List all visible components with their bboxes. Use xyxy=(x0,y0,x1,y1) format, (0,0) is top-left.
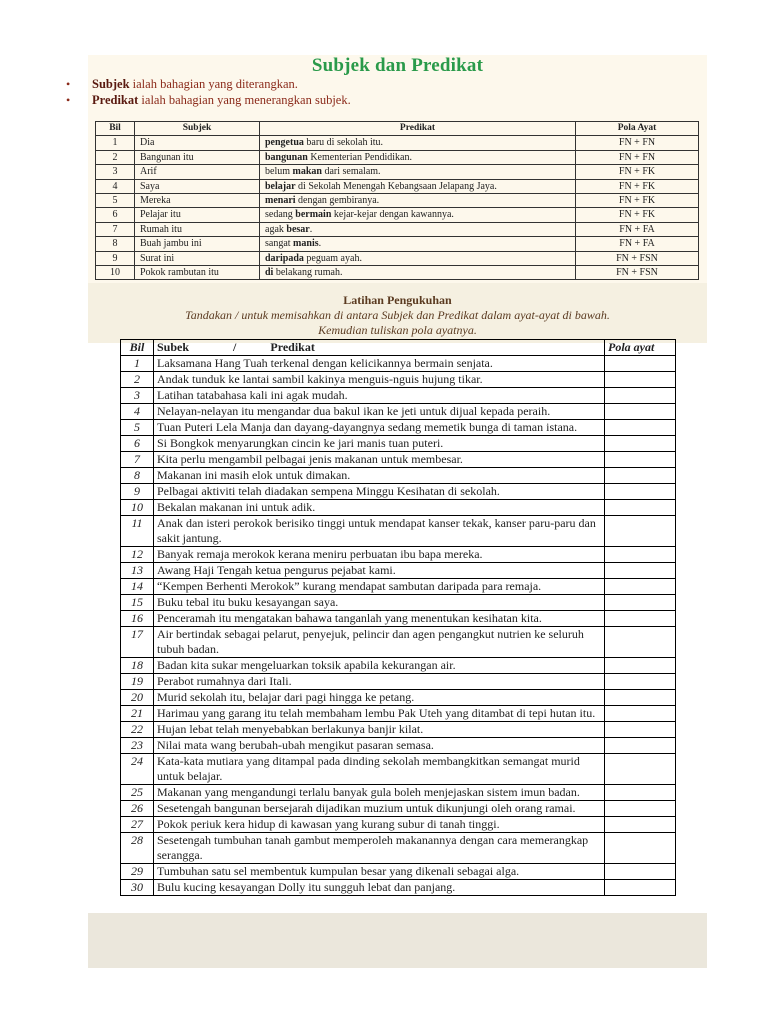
exercise-number: 4 xyxy=(121,404,154,420)
exercise-row xyxy=(121,579,676,595)
row-subjek: Dia xyxy=(135,136,260,150)
predikat-rest: . xyxy=(309,223,313,235)
exercise-sentence: Nilai mata wang berubah-ubah mengikut pasaran semasa. xyxy=(154,738,605,754)
row-predikat xyxy=(260,251,576,265)
footer-panel xyxy=(88,913,707,968)
exercise-number: 20 xyxy=(121,690,154,706)
pola-ayat-answer-cell[interactable] xyxy=(605,579,676,595)
exercise-sentence: Latihan tatabahasa kali ini agak mudah. xyxy=(154,388,605,404)
exercise-sentence: Bulu kucing kesayangan Dolly itu sungguh lebat dan panjang. xyxy=(154,880,605,896)
exercise-number: 29 xyxy=(121,864,154,880)
exercise-number: 8 xyxy=(121,468,154,484)
instruction-line-1: Tandakan / untuk memisahkan di antara Subjek dan Predikat dalam ayat-ayat di bawah. xyxy=(185,308,610,322)
bullet-icon: • xyxy=(66,93,71,107)
row-subjek: Pokok rambutan itu xyxy=(135,266,260,280)
exercise-row xyxy=(121,785,676,801)
pola-ayat-answer-cell[interactable] xyxy=(605,817,676,833)
exercise-row xyxy=(121,484,676,500)
pola-ayat-answer-cell[interactable] xyxy=(605,356,676,372)
predikat-prefix: sedang xyxy=(265,209,296,221)
pola-ayat-answer-cell[interactable] xyxy=(605,880,676,896)
example-row xyxy=(96,251,699,265)
pola-ayat-answer-cell[interactable] xyxy=(605,674,676,690)
predikat-rest: di Sekolah Menengah Kebangsaan Jelapang Jaya. xyxy=(295,180,497,192)
pola-ayat-answer-cell[interactable] xyxy=(605,516,676,547)
exercise-row xyxy=(121,516,676,547)
exercise-instructions xyxy=(88,308,707,338)
exercise-number: 26 xyxy=(121,801,154,817)
row-bil: 1 xyxy=(96,136,135,150)
row-bil: 2 xyxy=(96,150,135,164)
exercise-number: 28 xyxy=(121,833,154,864)
exercise-number: 21 xyxy=(121,706,154,722)
example-row xyxy=(96,222,699,236)
exercise-number: 1 xyxy=(121,356,154,372)
pola-ayat-answer-cell[interactable] xyxy=(605,785,676,801)
exercise-sentence: Pokok periuk kera hidup di kawasan yang kurang subur di tanah tinggi. xyxy=(154,817,605,833)
exercise-row xyxy=(121,595,676,611)
example-row xyxy=(96,165,699,179)
exercise-sentence: Tuan Puteri Lela Manja dan dayang-dayangnya sedang memetik bunga di taman istana. xyxy=(154,420,605,436)
predikat-keyword: besar xyxy=(286,223,310,235)
exercise-sentence: Sesetengah tumbuhan tanah gambut memperoleh makanannya dengan cara memerangkap serangga. xyxy=(154,833,605,864)
exercise-row xyxy=(121,563,676,579)
exercise-sentence: Pelbagai aktiviti telah diadakan sempena Minggu Kesihatan di sekolah. xyxy=(154,484,605,500)
pola-ayat-answer-cell[interactable] xyxy=(605,754,676,785)
predikat-keyword: pengetua xyxy=(265,137,304,149)
pola-ayat-answer-cell[interactable] xyxy=(605,864,676,880)
example-row xyxy=(96,194,699,208)
row-pola-ayat: FN + FA xyxy=(576,237,699,251)
pola-ayat-answer-cell[interactable] xyxy=(605,468,676,484)
exercise-sentence: Makanan ini masih elok untuk dimakan. xyxy=(154,468,605,484)
pola-ayat-answer-cell[interactable] xyxy=(605,452,676,468)
row-pola-ayat: FN + FSN xyxy=(576,266,699,280)
row-predikat xyxy=(260,208,576,222)
predikat-prefix: agak xyxy=(265,223,287,235)
row-pola-ayat: FN + FN xyxy=(576,150,699,164)
page-title: Subjek dan Predikat xyxy=(311,55,484,76)
predikat-keyword: bangunan xyxy=(265,151,308,163)
exercise-row xyxy=(121,356,676,372)
header-pola-ayat: Pola ayat xyxy=(605,340,676,356)
exercise-row xyxy=(121,627,676,658)
exercise-row xyxy=(121,754,676,785)
row-predikat xyxy=(260,165,576,179)
exercise-row xyxy=(121,833,676,864)
header-bil: Bil xyxy=(121,340,154,356)
exercise-sentence: Hujan lebat telah menyebabkan berlakunya banjir kilat. xyxy=(154,722,605,738)
exercise-number: 14 xyxy=(121,579,154,595)
pola-ayat-answer-cell[interactable] xyxy=(605,611,676,627)
predikat-prefix: belum xyxy=(265,166,293,178)
exercise-table-body xyxy=(121,356,676,896)
exercise-row xyxy=(121,468,676,484)
exercise-sentence: Si Bongkok menyarungkan cincin ke jari manis tuan puteri. xyxy=(154,436,605,452)
predikat-keyword: daripada xyxy=(265,252,304,264)
exercise-number: 5 xyxy=(121,420,154,436)
predikat-keyword: belajar xyxy=(265,180,296,192)
exercise-row xyxy=(121,722,676,738)
exercise-number: 13 xyxy=(121,563,154,579)
definition-text: ialah bahagian yang menerangkan subjek. xyxy=(138,93,351,107)
predikat-keyword: bermain xyxy=(295,209,332,221)
exercise-number: 3 xyxy=(121,388,154,404)
exercise-sentence: Banyak remaja merokok kerana meniru perbuatan ibu bapa mereka. xyxy=(154,547,605,563)
exercise-sentence: Laksamana Hang Tuah terkenal dengan kelicikannya bermain senjata. xyxy=(154,356,605,372)
row-subjek: Surat ini xyxy=(135,251,260,265)
exercise-row xyxy=(121,388,676,404)
pola-ayat-answer-cell[interactable] xyxy=(605,563,676,579)
exercise-number: 16 xyxy=(121,611,154,627)
exercise-row xyxy=(121,436,676,452)
row-pola-ayat: FN + FN xyxy=(576,136,699,150)
pola-ayat-answer-cell[interactable] xyxy=(605,722,676,738)
exercise-row xyxy=(121,658,676,674)
definition-term: Predikat xyxy=(92,93,139,107)
row-bil: 10 xyxy=(96,266,135,280)
pola-ayat-answer-cell[interactable] xyxy=(605,436,676,452)
example-table-header xyxy=(96,122,699,136)
definition-subjek xyxy=(66,76,351,92)
exercise-sentence: Makanan yang mengandungi terlalu banyak gula boleh menjejaskan sistem imun badan. xyxy=(154,785,605,801)
exercise-row xyxy=(121,817,676,833)
predikat-rest: belakang rumah. xyxy=(273,267,343,279)
exercise-row xyxy=(121,500,676,516)
exercise-number: 17 xyxy=(121,627,154,658)
exercise-row xyxy=(121,690,676,706)
example-table xyxy=(95,121,699,280)
pola-ayat-answer-cell[interactable] xyxy=(605,658,676,674)
predikat-rest: dengan gembiranya. xyxy=(295,195,380,207)
exercise-sentence: Awang Haji Tengah ketua pengurus pejabat kami. xyxy=(154,563,605,579)
exercise-row xyxy=(121,547,676,563)
row-subjek: Buah jambu ini xyxy=(135,237,260,251)
exercise-number: 23 xyxy=(121,738,154,754)
exercise-sentence: Air bertindak sebagai pelarut, penyejuk, pelincir dan agen pengangkut nutrien ke seluruh tubuh badan. xyxy=(154,627,605,658)
exercise-number: 10 xyxy=(121,500,154,516)
exercise-number: 12 xyxy=(121,547,154,563)
example-row xyxy=(96,136,699,150)
exercise-number: 2 xyxy=(121,372,154,388)
predikat-keyword: manis xyxy=(293,238,319,250)
row-subjek: Bangunan itu xyxy=(135,150,260,164)
row-subjek: Pelajar itu xyxy=(135,208,260,222)
exercise-row xyxy=(121,420,676,436)
header-subek-predikat xyxy=(154,340,605,356)
example-table-body xyxy=(96,136,699,280)
exercise-sentence: Murid sekolah itu, belajar dari pagi hingga ke petang. xyxy=(154,690,605,706)
exercise-number: 25 xyxy=(121,785,154,801)
exercise-sentence: Perabot rumahnya dari Itali. xyxy=(154,674,605,690)
row-predikat xyxy=(260,136,576,150)
example-row xyxy=(96,208,699,222)
exercise-number: 22 xyxy=(121,722,154,738)
exercise-number: 7 xyxy=(121,452,154,468)
exercise-sentence: Badan kita sukar mengeluarkan toksik apabila kekurangan air. xyxy=(154,658,605,674)
exercise-number: 18 xyxy=(121,658,154,674)
instruction-line-2: Kemudian tuliskan pola ayatnya. xyxy=(318,323,477,337)
row-subjek: Mereka xyxy=(135,194,260,208)
header-subek: Subek xyxy=(157,340,190,354)
exercise-sentence: Harimau yang garang itu telah membaham lembu Pak Uteh yang ditambat di tepi hutan itu. xyxy=(154,706,605,722)
row-bil: 8 xyxy=(96,237,135,251)
row-pola-ayat: FN + FK xyxy=(576,165,699,179)
predikat-rest: Kementerian Pendidikan. xyxy=(307,151,412,163)
pola-ayat-answer-cell[interactable] xyxy=(605,388,676,404)
predikat-keyword: menari xyxy=(265,195,296,207)
exercise-sentence: Nelayan-nelayan itu mengandar dua bakul ikan ke jeti untuk dijual kepada peraih. xyxy=(154,404,605,420)
exercise-row xyxy=(121,880,676,896)
exercise-row xyxy=(121,611,676,627)
pola-ayat-answer-cell[interactable] xyxy=(605,404,676,420)
pola-ayat-answer-cell[interactable] xyxy=(605,801,676,817)
exercise-row xyxy=(121,674,676,690)
exercise-table xyxy=(120,339,676,896)
row-subjek: Arif xyxy=(135,165,260,179)
predikat-rest: peguam ayah. xyxy=(303,252,362,264)
exercise-row xyxy=(121,864,676,880)
row-bil: 7 xyxy=(96,222,135,236)
exercise-row xyxy=(121,372,676,388)
row-predikat xyxy=(260,194,576,208)
row-predikat xyxy=(260,179,576,193)
exercise-row xyxy=(121,404,676,420)
row-bil: 5 xyxy=(96,194,135,208)
header-pola-ayat: Pola Ayat xyxy=(576,122,699,136)
pola-ayat-answer-cell[interactable] xyxy=(605,484,676,500)
definition-predikat xyxy=(66,92,351,108)
row-pola-ayat: FN + FA xyxy=(576,222,699,236)
exercise-sentence: Andak tunduk ke lantai sambil kakinya menguis-nguis hujung tikar. xyxy=(154,372,605,388)
example-row xyxy=(96,266,699,280)
pola-ayat-answer-cell[interactable] xyxy=(605,595,676,611)
header-predikat: Predikat xyxy=(270,340,315,354)
pola-ayat-answer-cell[interactable] xyxy=(605,690,676,706)
row-bil: 9 xyxy=(96,251,135,265)
exercise-sentence: Anak dan isteri perokok berisiko tinggi untuk mendapat kanser tekak, kanser paru-paru dan sakit jantung. xyxy=(154,516,605,547)
exercise-number: 19 xyxy=(121,674,154,690)
exercise-sentence: Kata-kata mutiara yang ditampal pada dinding sekolah membangkitkan semangat murid untuk belajar. xyxy=(154,754,605,785)
pola-ayat-answer-cell[interactable] xyxy=(605,627,676,658)
exercise-row xyxy=(121,452,676,468)
bullet-icon: • xyxy=(66,77,71,91)
exercise-number: 24 xyxy=(121,754,154,785)
predikat-rest: dari semalam. xyxy=(321,166,381,178)
row-subjek: Rumah itu xyxy=(135,222,260,236)
example-row xyxy=(96,179,699,193)
row-pola-ayat: FN + FK xyxy=(576,208,699,222)
header-subjek: Subjek xyxy=(135,122,260,136)
row-predikat xyxy=(260,266,576,280)
exercise-number: 11 xyxy=(121,516,154,547)
pola-ayat-answer-cell[interactable] xyxy=(605,738,676,754)
row-predikat xyxy=(260,237,576,251)
pola-ayat-answer-cell[interactable] xyxy=(605,420,676,436)
definition-list xyxy=(66,76,351,108)
exercise-sentence: Tumbuhan satu sel membentuk kumpulan besar yang dikenali sebagai alga. xyxy=(154,864,605,880)
row-bil: 4 xyxy=(96,179,135,193)
exercise-row xyxy=(121,706,676,722)
predikat-rest: kejar-kejar dengan kawannya. xyxy=(331,209,454,221)
row-pola-ayat: FN + FK xyxy=(576,179,699,193)
exercise-sentence: Kita perlu mengambil pelbagai jenis makanan untuk membesar. xyxy=(154,452,605,468)
row-bil: 6 xyxy=(96,208,135,222)
predikat-keyword: di xyxy=(265,267,274,279)
exercise-table-header xyxy=(121,340,676,356)
exercise-row xyxy=(121,801,676,817)
exercise-row xyxy=(121,738,676,754)
exercise-number: 9 xyxy=(121,484,154,500)
definition-term: Subjek xyxy=(92,77,130,91)
exercise-sentence: Penceramah itu mengatakan bahawa tanganlah yang menentukan kesihatan kita. xyxy=(154,611,605,627)
row-pola-ayat: FN + FSN xyxy=(576,251,699,265)
pola-ayat-answer-cell[interactable] xyxy=(605,547,676,563)
predikat-rest: baru di sekolah itu. xyxy=(303,137,384,149)
exercise-sentence: Bekalan makanan ini untuk adik. xyxy=(154,500,605,516)
example-row xyxy=(96,150,699,164)
predikat-prefix: sangat xyxy=(265,238,294,250)
exercise-number: 6 xyxy=(121,436,154,452)
header-bil: Bil xyxy=(96,122,135,136)
exercise-title: Latihan Pengukuhan xyxy=(343,293,452,307)
pola-ayat-answer-cell[interactable] xyxy=(605,372,676,388)
row-predikat xyxy=(260,222,576,236)
header-predikat: Predikat xyxy=(260,122,576,136)
exercise-number: 30 xyxy=(121,880,154,896)
predikat-keyword: makan xyxy=(292,166,322,178)
row-subjek: Saya xyxy=(135,179,260,193)
exercise-sentence: Buku tebal itu buku kesayangan saya. xyxy=(154,595,605,611)
header-slash: / xyxy=(233,340,237,354)
pola-ayat-answer-cell[interactable] xyxy=(605,833,676,864)
row-bil: 3 xyxy=(96,165,135,179)
exercise-number: 27 xyxy=(121,817,154,833)
pola-ayat-answer-cell[interactable] xyxy=(605,500,676,516)
definition-text: ialah bahagian yang diterangkan. xyxy=(129,77,298,91)
example-row xyxy=(96,237,699,251)
row-pola-ayat: FN + FK xyxy=(576,194,699,208)
exercise-number: 15 xyxy=(121,595,154,611)
exercise-sentence: “Kempen Berhenti Merokok” kurang mendapat sambutan daripada para remaja. xyxy=(154,579,605,595)
predikat-rest: . xyxy=(318,238,322,250)
exercise-sentence: Sesetengah bangunan bersejarah dijadikan muzium untuk dikunjungi oleh orang ramai. xyxy=(154,801,605,817)
row-predikat xyxy=(260,150,576,164)
pola-ayat-answer-cell[interactable] xyxy=(605,706,676,722)
